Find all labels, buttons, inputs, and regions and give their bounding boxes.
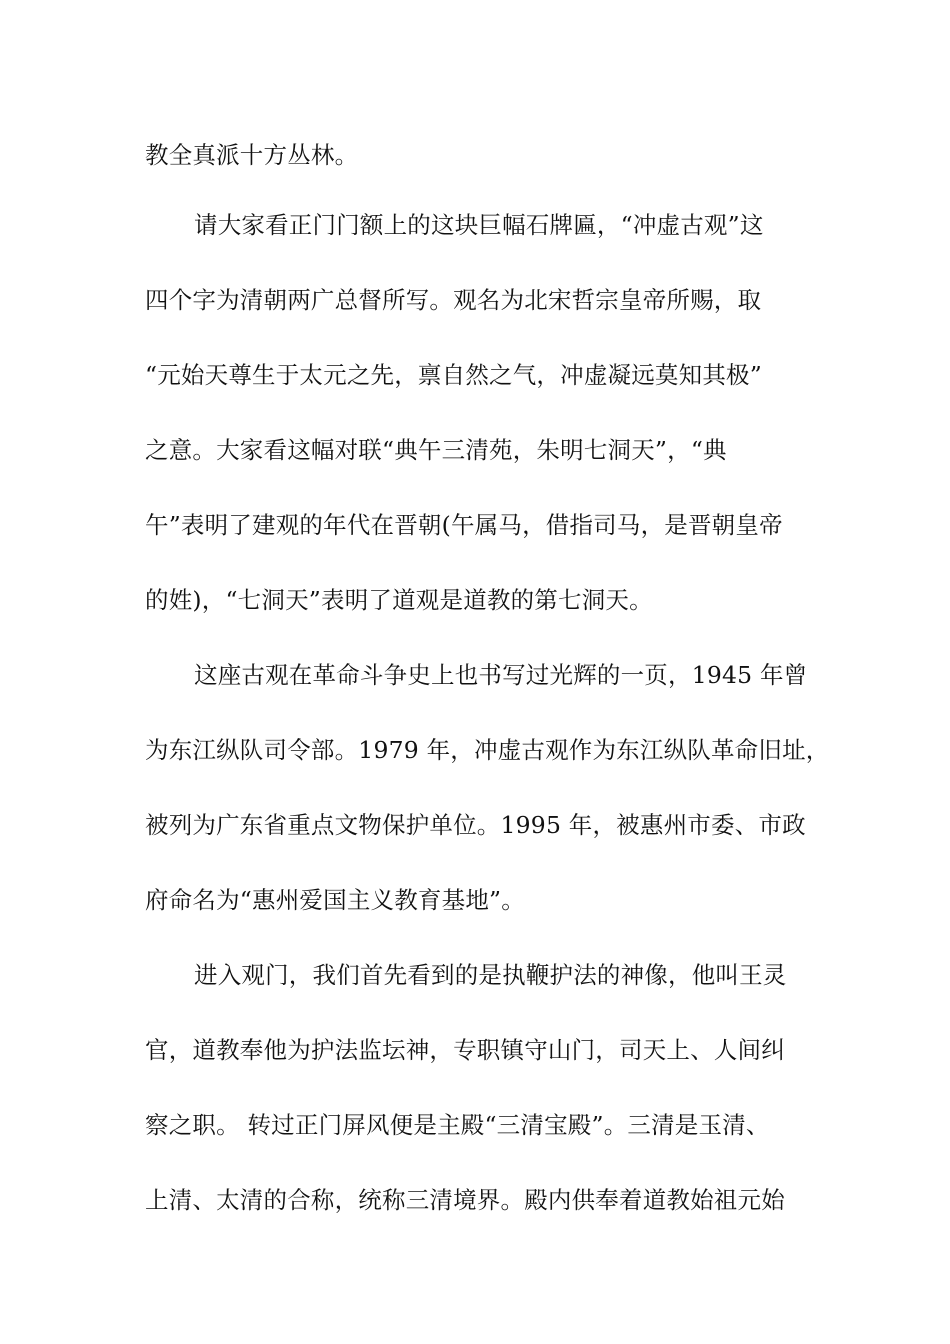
- paragraph-3-line-1: 进入观门，我们首先看到的是执鞭护法的神像，他叫王灵: [194, 961, 787, 989]
- paragraph-3-line-4: 上清、太清的合称，统称三清境界。殿内供奉着道教始祖元始: [145, 1186, 785, 1214]
- paragraph-2-line-3: 被列为广东省重点文物保护单位。1995 年，被惠州市委、市政: [145, 811, 806, 839]
- paragraph-1-line-2: 四个字为清朝两广总督所写。观名为北宋哲宗皇帝所赐，取: [145, 286, 762, 314]
- paragraph-1-line-5: 午”表明了建观的年代在晋朝(午属马，借指司马，是晋朝皇帝: [145, 511, 783, 539]
- paragraph-1-line-6: 的姓)，“七洞天”表明了道观是道教的第七洞天。: [145, 586, 653, 614]
- paragraph-1-line-1: 请大家看正门门额上的这块巨幅石牌匾，“冲虚古观”这: [194, 211, 764, 239]
- paragraph-1-line-3: “元始天尊生于太元之先，禀自然之气，冲虚凝远莫知其极”: [145, 361, 762, 389]
- paragraph-2-line-4: 府命名为“惠州爱国主义教育基地”。: [145, 886, 525, 914]
- paragraph-1-line-4: 之意。大家看这幅对联“典午三清苑，朱明七洞天”，“典: [145, 436, 727, 464]
- paragraph-2-line-1: 这座古观在革命斗争史上也书写过光辉的一页，1945 年曾: [194, 661, 808, 689]
- paragraph-3-line-3: 察之职。 转过正门屏风便是主殿“三清宝殿”。三清是玉清、: [145, 1111, 770, 1139]
- paragraph-2-line-2: 为东江纵队司令部。1979 年，冲虚古观作为东江纵队革命旧址，: [145, 736, 830, 764]
- paragraph-3-line-2: 官，道教奉他为护法监坛神，专职镇守山门，司天上、人间纠: [145, 1036, 785, 1064]
- text-line-1: 教全真派十方丛林。: [145, 141, 359, 169]
